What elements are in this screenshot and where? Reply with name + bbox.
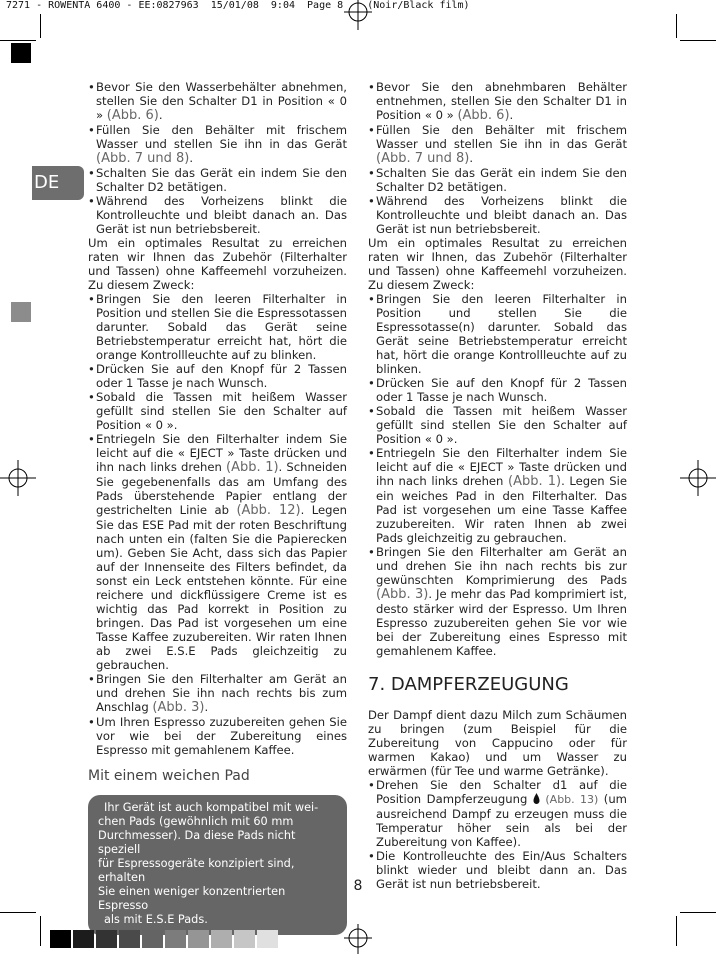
crop-mark — [0, 40, 36, 41]
info-line: Durchmesser). Da diese Pads nicht speziell — [98, 829, 296, 856]
left-bullets-2 — [88, 292, 347, 757]
left-bullets-1 — [88, 80, 347, 236]
list-item: • Schalten Sie das Gerät ein indem Sie den Schalter D2 betätigen. — [88, 166, 347, 194]
registration-mark-right — [680, 460, 716, 496]
list-item: • Entriegeln Sie den Filterhalter indem Sie leicht auf die « EJECT » Taste drücken und ihn nach links drehen (Abb. 1). Schneiden Sie gegebenenfalls das am Umfang des Pads überstehende Papier entlang der gestrichelten Linie ab (Abb. 12). Legen Sie das ESE Pad mit der roten Beschriftung nach unten ein (falten Sie die Papierecken um). Geben Sie Acht, dass sich das Papier auf der Innenseite des Filters befindet, da sonst ein Leck entstehen könnte. Für eine reichere und dickflüssigere Creme ist es wichtig das Pad korrekt in Position zu bringen. Das Pad ist vorgesehen um eine Tasse Kaffee zuzubereiten. Wir raten Ihnen ab zwei E.S.E Pads gleichzeitig zu gebrauchen. — [88, 432, 347, 672]
list-item: • Füllen Sie den Behälter mit frischem Wasser und stellen Sie ihn in das Gerät (Abb. 7 und 8). — [88, 123, 347, 166]
right-bullets-2 — [368, 292, 627, 658]
crop-mark — [680, 912, 716, 913]
page-number: 8 — [353, 878, 363, 894]
preheat-paragraph: Um ein optimales Resultat zu erreichen raten wir Ihnen das Zubehör (Filterhalter und Tassen) ohne Kaffeemehl vorzuheizen. Zu diesem Zweck: — [88, 236, 347, 292]
language-tab: DE — [32, 166, 84, 200]
color-swatch — [142, 930, 163, 948]
crop-mark — [0, 912, 36, 913]
print-header: 7271 - ROWENTA 6400 - EE:0827963 15/01/08 9:04 Page 8 (Noir/Black film) — [6, 0, 470, 11]
color-swatch — [96, 930, 117, 948]
color-swatch — [165, 930, 186, 948]
figure-reference: (Abb. 7 und 8) — [96, 151, 190, 166]
right-column — [368, 80, 627, 891]
list-item: • Bringen Sie den leeren Filterhalter in Position und stellen Sie die Espressotassen darunter. Sobald das Gerät seine Betriebstemperatur erreicht hat, hört die orange Kontrollleuchte auf zu blinken. — [88, 292, 347, 362]
steam-icon — [533, 793, 540, 805]
registration-mark-top — [340, 0, 376, 30]
list-item: • Entriegeln Sie den Filterhalter indem Sie leicht auf die « EJECT » Taste drücken und ihn nach links drehen (Abb. 1). Legen Sie ein weiches Pad in den Filterhalter. Das Pad ist vorgesehen um eine Tasse Kaffee zuzubereiten. Wir raten Ihnen ab zwei Pads gleichzeitig zu gebrauchen. — [368, 446, 627, 545]
list-item: • Während des Vorheizens blinkt die Kontrolleuchte und bleibt danach an. Das Gerät ist nun betriebsbereit. — [368, 194, 627, 236]
color-swatch — [188, 930, 209, 948]
list-item: • Bevor Sie den Wasserbehälter abnehmen, stellen Sie den Schalter D1 in Position « 0 » (Abb. 6). — [88, 80, 347, 123]
list-item: • Während des Vorheizens blinkt die Kontrolleuchte und bleibt danach an. Das Gerät ist nun betriebsbereit. — [88, 194, 347, 236]
figure-reference: (Abb. 1) — [226, 460, 279, 475]
crop-mark — [40, 916, 41, 946]
figure-reference: (Abb. 6) — [106, 108, 159, 123]
print-black-square — [11, 43, 31, 63]
color-swatch — [211, 930, 232, 948]
figure-reference: (Abb. 3) — [152, 700, 205, 715]
figure-reference: (Abb. 13) — [545, 793, 599, 806]
figure-reference: (Abb. 12) — [236, 503, 301, 518]
color-swatch — [257, 930, 278, 948]
figure-reference: (Abb. 6) — [457, 108, 510, 123]
color-swatch — [234, 930, 255, 948]
right-bullets-1 — [368, 80, 627, 236]
crop-mark — [40, 14, 41, 38]
crop-mark — [676, 916, 677, 946]
list-item: • Bringen Sie den Filterhalter am Gerät an und drehen Sie ihn nach rechts bis zum Anschlag (Abb. 3). — [88, 672, 347, 715]
soft-pad-subheading: Mit einem weichen Pad — [88, 768, 250, 784]
steam-intro-paragraph: Der Dampf dient dazu Milch zum Schäumen zu bringen (zum Beispiel für die Zubereitung von Cappucino oder für warmen Kakao) und um Wasser zu erwärmen (für Tee und warme Getränke). — [368, 708, 627, 778]
list-item: • Bringen Sie den leeren Filterhalter in Position und stellen Sie die Espressotasse(n) darunter. Sobald das Gerät seine Betriebstemperatur erreicht hat, hört die orange Kontrollleuchte auf zu blinken. — [368, 292, 627, 376]
info-line: für Espressogeräte konzipiert sind, erhalten — [98, 857, 295, 884]
list-item: • Schalten Sie das Gerät ein indem Sie den Schalter D2 betätigen. — [368, 166, 627, 194]
print-grey-square — [11, 302, 31, 322]
figure-reference: (Abb. 7 und 8) — [376, 151, 470, 166]
list-item: • Sobald die Tassen mit heißem Wasser gefüllt sind stellen Sie den Schalter auf Position « 0 ». — [368, 404, 627, 446]
color-swatch — [50, 930, 71, 948]
info-line: chen Pads (gewöhnlich mit 60 mm — [98, 815, 294, 828]
registration-mark-left — [0, 460, 36, 496]
crop-mark — [680, 40, 716, 41]
color-swatch — [73, 930, 94, 948]
list-item: • Füllen Sie den Behälter mit frischem Wasser und stellen Sie ihn in das Gerät (Abb. 7 und 8). — [368, 123, 627, 166]
list-item: • Bringen Sie den Filterhalter am Gerät an und drehen Sie ihn nach rechts bis zur gewünschten Komprimierung des Pads (Abb. 3). Je mehr das Pad komprimiert ist, desto stärker wird der Espresso. Um Ihren Espresso zuzubereiten gehen Sie vor wie bei der Zubereitung eines Espresso mit gemahlenem Kaffee. — [368, 545, 627, 658]
figure-reference: (Abb. 1) — [508, 474, 562, 489]
list-item: • Drücken Sie auf den Knopf für 2 Tassen oder 1 Tasse je nach Wunsch. — [368, 376, 627, 404]
color-swatch — [119, 930, 140, 948]
preheat-paragraph: Um ein optimales Resultat zu erreichen raten wir Ihnen, das Zubehör (Filterhalter und Tassen) ohne Kaffeemehl vorzuheizen. Zu diesem Zweck: — [368, 236, 627, 292]
info-line: Sie einen weniger konzentrierten Espresso — [98, 885, 286, 912]
list-item: • Drehen Sie den Schalter d1 auf die Position Dampferzeugung (Abb. 13) (um ausreichend Dampf zu erzeugen muss die Temperatur höher sein als bei der Zubereitung von Kaffee). — [368, 778, 627, 849]
list-item: • Die Kontrolleuchte des Ein/Aus Schalters blinkt wieder und bleibt dann an. Das Gerät ist nun betriebsbereit. — [368, 849, 627, 891]
crop-mark — [676, 14, 677, 38]
soft-pad-info-box — [88, 795, 347, 935]
list-item: • Um Ihren Espresso zuzubereiten gehen Sie vor wie bei der Zubereitung eines Espresso mit gemahlenem Kaffee. — [88, 715, 347, 757]
figure-reference: (Abb. 3) — [376, 587, 429, 602]
list-item: • Drücken Sie auf den Knopf für 2 Tassen oder 1 Tasse je nach Wunsch. — [88, 362, 347, 390]
section-title: 7. DAMPFERZEUGUNG — [368, 674, 569, 695]
left-column — [88, 80, 347, 935]
info-line: Ihr Gerät ist auch kompatibel mit wei- — [104, 801, 319, 814]
info-line: als mit E.S.E Pads. — [104, 913, 208, 926]
color-calibration-strip — [50, 930, 280, 948]
right-bullets-3 — [368, 778, 627, 891]
list-item: • Sobald die Tassen mit heißem Wasser gefüllt sind stellen Sie den Schalter auf Position « 0 ». — [88, 390, 347, 432]
list-item: • Bevor Sie den abnehmbaren Behälter entnehmen, stellen Sie den Schalter D1 in Position « 0 » (Abb. 6). — [368, 80, 627, 123]
